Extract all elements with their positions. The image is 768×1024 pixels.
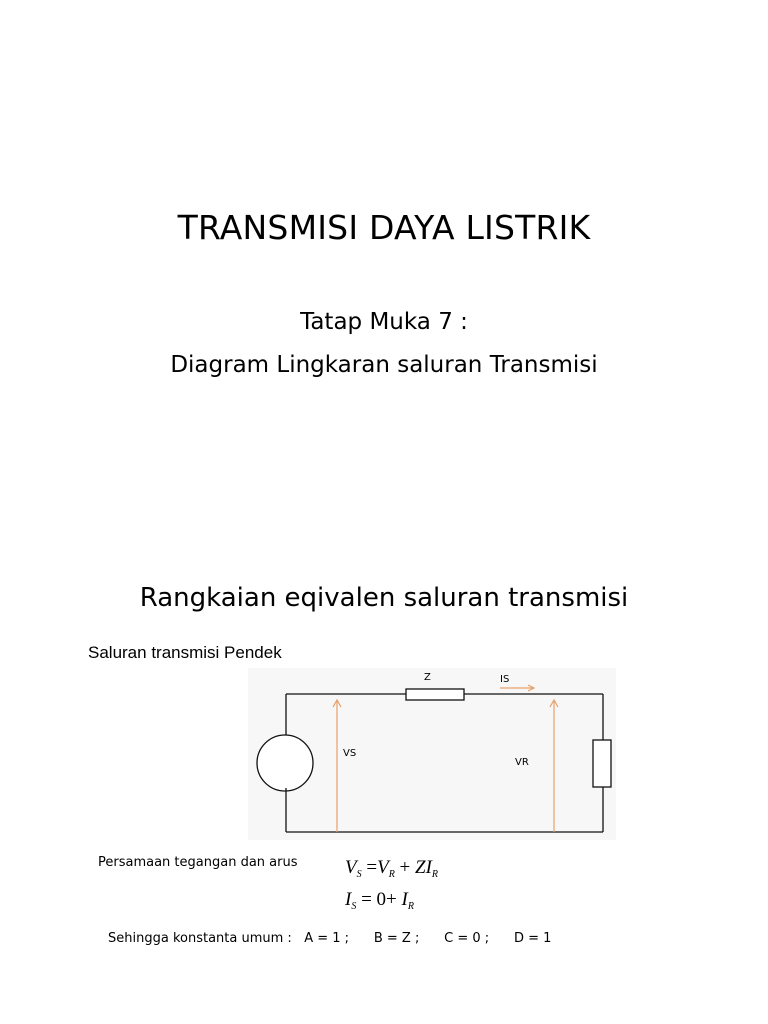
eq1-term1-sub: R: [388, 869, 395, 880]
source-voltage-label: VS: [343, 748, 357, 759]
constants-label: Sehingga konstanta umum :: [108, 931, 292, 946]
page-title: TRANSMISI DAYA LISTRIK: [177, 208, 591, 247]
constant-c: C = 0 ;: [444, 931, 490, 946]
current-equation: [345, 889, 414, 912]
eq1-equals: =: [366, 857, 378, 878]
lecture-topic: Diagram Lingkaran saluran Transmisi: [170, 352, 598, 378]
eq1-term2-sub: R: [431, 869, 439, 880]
eq2-lhs: I: [345, 889, 352, 910]
equations-label: Persamaan tegangan dan arus: [98, 855, 298, 870]
eq1-term2: ZI: [415, 857, 432, 878]
eq2-term1-sub: R: [407, 901, 414, 912]
current-label: IS: [500, 674, 510, 685]
receiving-voltage-label: VR: [515, 757, 529, 768]
eq2-zero: 0: [376, 889, 387, 910]
eq2-lhs-sub: S: [351, 901, 357, 912]
eq1-lhs: V: [345, 857, 357, 878]
eq2-plus: +: [386, 889, 397, 910]
constant-b: B = Z ;: [373, 931, 420, 946]
eq2-term1: I: [401, 889, 408, 910]
eq2-equals: =: [361, 889, 372, 910]
eq1-plus: +: [399, 857, 411, 878]
constant-d: D = 1: [513, 931, 552, 946]
impedance-z: [406, 689, 464, 700]
section-heading: Rangkaian eqivalen saluran transmisi: [139, 583, 629, 613]
circuit-caption: Saluran transmisi Pendek: [88, 643, 282, 662]
general-constants: [108, 931, 551, 946]
impedance-label: Z: [424, 672, 431, 683]
equivalent-circuit-diagram: [248, 668, 616, 840]
load-resistor: [593, 740, 611, 787]
eq1-term1: V: [377, 857, 389, 878]
voltage-equation: [345, 857, 438, 880]
voltage-source: [257, 735, 313, 791]
eq1-lhs-sub: S: [356, 869, 362, 880]
constant-a: A = 1 ;: [304, 931, 350, 946]
meeting-number: Tatap Muka 7 :: [300, 309, 468, 335]
